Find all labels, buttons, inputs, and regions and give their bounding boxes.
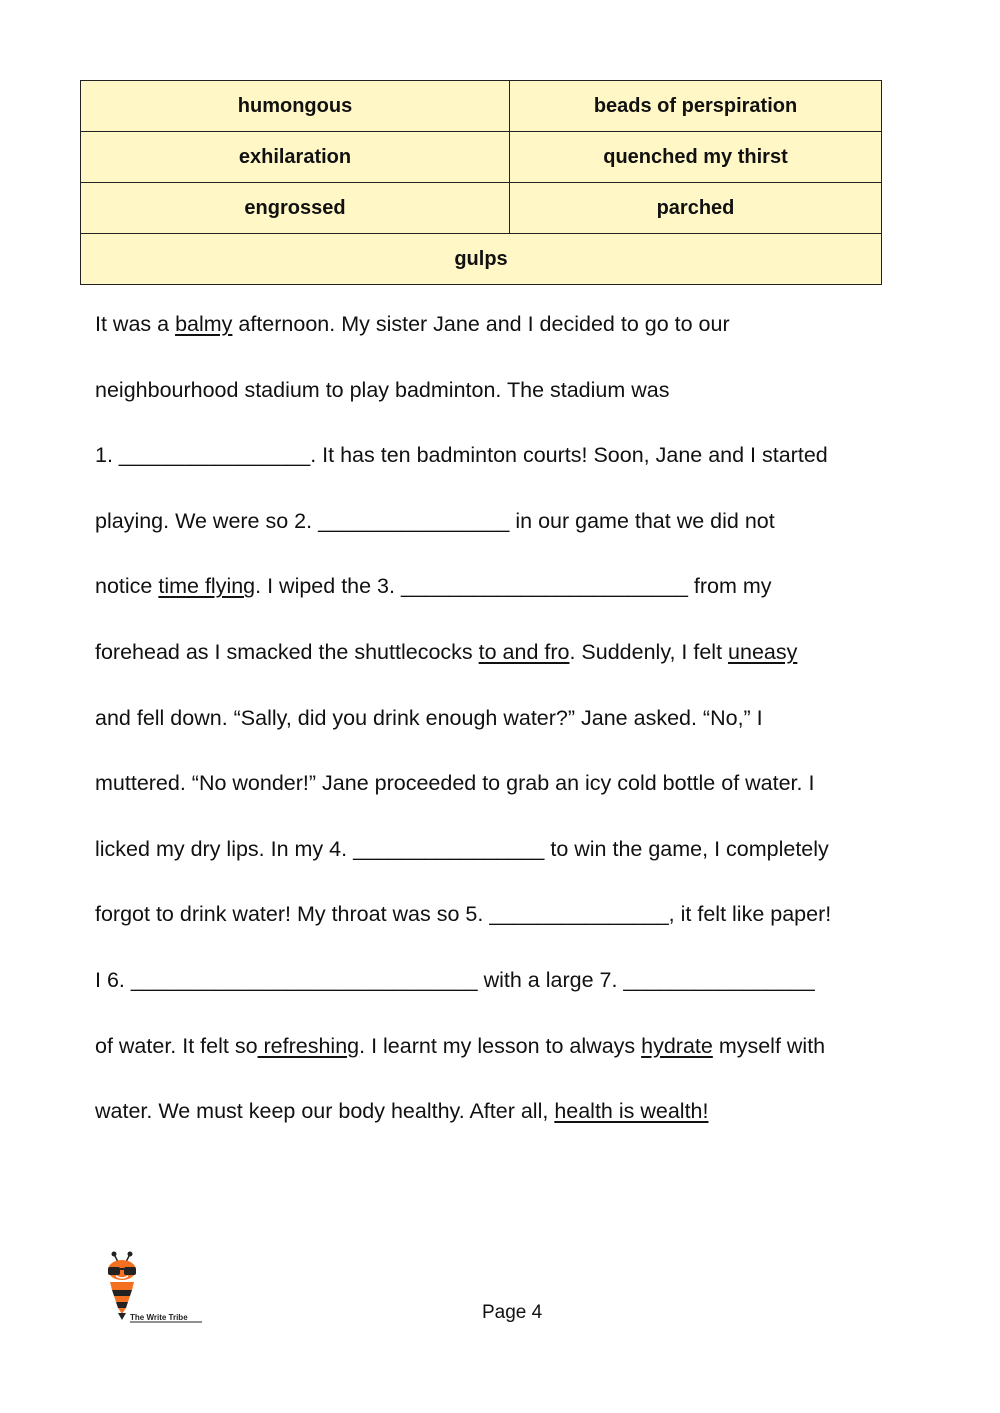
- underlined-word: uneasy: [728, 639, 798, 664]
- underlined-word: hydrate: [641, 1033, 713, 1058]
- passage-line: and fell down. “Sally, did you drink enough water?” Jane asked. “No,” I: [95, 705, 763, 730]
- word-bank-row: [81, 183, 882, 234]
- word-bank-cell: quenched my thirst: [510, 132, 882, 183]
- word-bank-cell: parched: [510, 183, 882, 234]
- underlined-word: balmy: [175, 312, 233, 336]
- passage-line: forehead as I smacked the shuttlecocks to and fro. Suddenly, I felt uneasy: [95, 639, 798, 664]
- logo-label: The Write Tribe: [130, 1313, 188, 1322]
- word-bank-cell: humongous: [81, 81, 510, 132]
- underlined-word: to and fro: [478, 639, 570, 664]
- passage-line-blank-1: 1. ________________. It has ten badminton courts! Soon, Jane and I started: [95, 443, 828, 468]
- passage-line-blank-5: forgot to drink water! My throat was so 5. _______________, it felt like paper!: [95, 902, 832, 927]
- passage-line: of water. It felt so refreshing. I learnt my lesson to always hydrate myself with: [95, 1033, 826, 1058]
- word-bank-cell: gulps: [81, 234, 882, 285]
- underlined-word: refreshing: [257, 1033, 360, 1058]
- word-bank-table: [80, 80, 882, 285]
- passage-line-blank-2: playing. We were so 2. ________________ in our game that we did not: [95, 508, 775, 533]
- word-bank-row: [81, 234, 882, 285]
- passage-line: muttered. “No wonder!” Jane proceeded to grab an icy cold bottle of water. I: [95, 771, 815, 796]
- underlined-word: time flying: [158, 574, 256, 599]
- page-number: Page 4: [482, 1302, 543, 1323]
- passage-line: It was a balmy afternoon. My sister Jane and I decided to go to our: [95, 312, 730, 336]
- passage-line: water. We must keep our body healthy. After all, health is wealth!: [95, 1099, 709, 1124]
- word-bank-row: [81, 81, 882, 132]
- passage-line-blank-4: licked my dry lips. In my 4. ________________ to win the game, I completely: [95, 836, 829, 861]
- passage-line-blank-6-7: I 6. _____________________________ with a large 7. ________________: [95, 967, 815, 992]
- word-bank-cell: exhilaration: [81, 132, 510, 183]
- underlined-word: health is wealth!: [554, 1099, 709, 1124]
- passage-line-blank-3: notice time flying. I wiped the 3. ________________________ from my: [95, 574, 772, 599]
- word-bank-cell: engrossed: [81, 183, 510, 234]
- bee-logo-icon: [96, 1250, 206, 1326]
- story-passage: [95, 292, 925, 1145]
- passage-line: neighbourhood stadium to play badminton. The stadium was: [95, 377, 670, 402]
- word-bank-row: [81, 132, 882, 183]
- word-bank-cell: beads of perspiration: [510, 81, 882, 132]
